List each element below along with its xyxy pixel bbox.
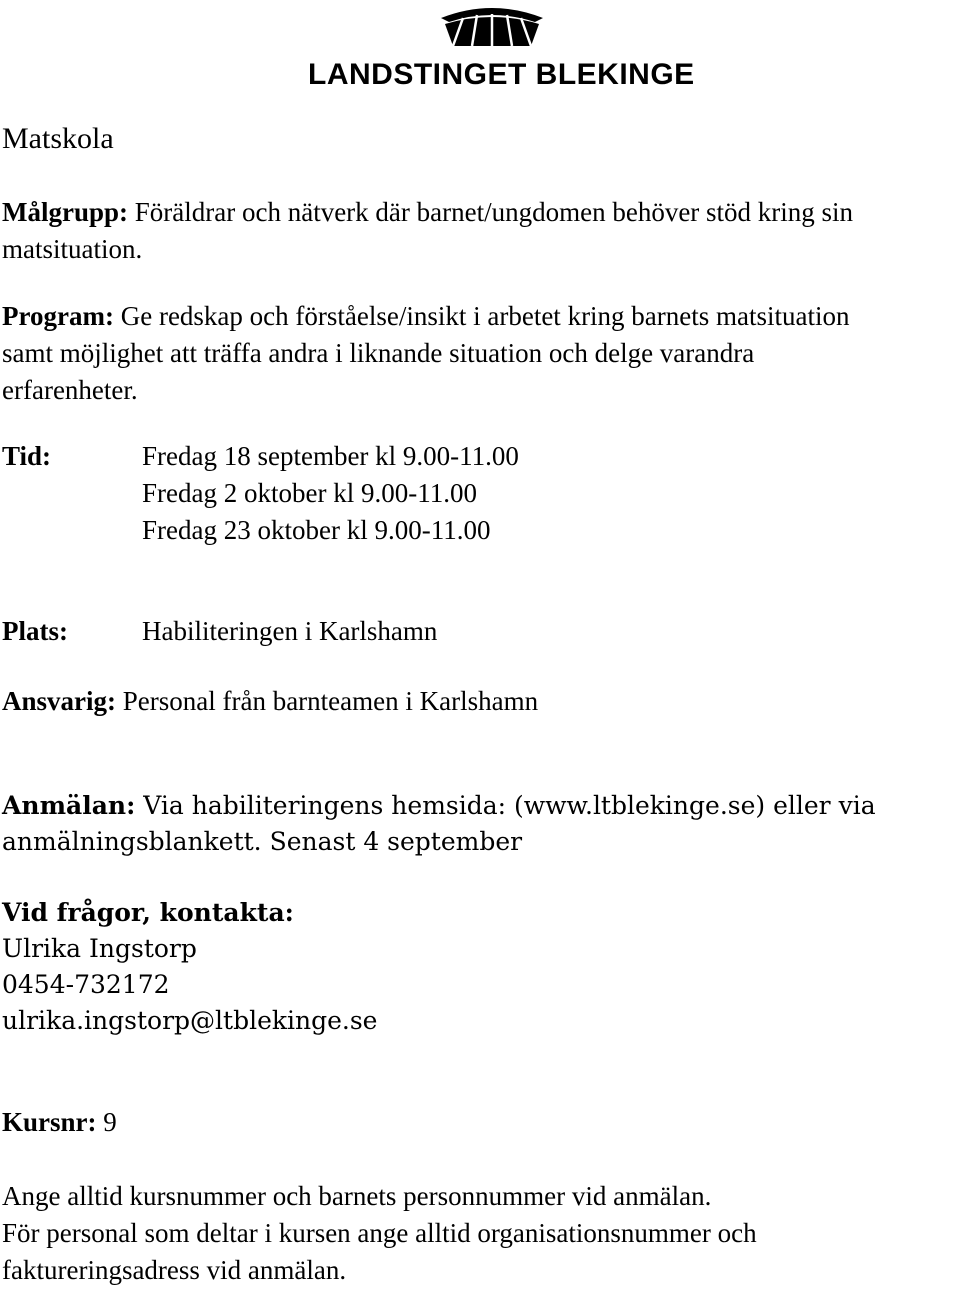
org-name: LANDSTINGET BLEKINGE	[308, 58, 695, 91]
malgrupp-section	[2, 194, 853, 268]
footer-line-1: Ange alltid kursnummer och barnets personnummer vid anmälan.	[2, 1181, 712, 1211]
plats-label: Plats:	[2, 616, 68, 646]
kursnr-value: 9	[103, 1107, 117, 1137]
kursnr-section	[2, 1104, 117, 1141]
tid-date-2: Fredag 2 oktober kl 9.00-11.00	[142, 478, 477, 508]
footer-note	[2, 1178, 757, 1289]
program-text: Ge redskap och förståelse/insikt i arbetet kring barnets matsituation	[120, 301, 850, 331]
tid-date-3: Fredag 23 oktober kl 9.00-11.00	[142, 515, 491, 545]
ship-emblem-icon	[439, 4, 545, 48]
footer-line-3: faktureringsadress vid anmälan.	[2, 1255, 347, 1285]
ansvarig-section	[2, 683, 538, 720]
tid-section	[2, 438, 519, 549]
anmalan-section	[2, 788, 876, 860]
plats-section	[2, 613, 437, 650]
malgrupp-label: Målgrupp:	[2, 197, 129, 227]
program-text-cont: samt möjlighet att träffa andra i liknande situation och delge varandra	[2, 338, 755, 368]
anmalan-label: Anmälan:	[2, 791, 136, 820]
tid-date-1: Fredag 18 september kl 9.00-11.00	[142, 441, 519, 471]
kontakt-email: ulrika.ingstorp@ltblekinge.se	[2, 1006, 378, 1035]
kontakt-name: Ulrika Ingstorp	[2, 934, 197, 963]
footer-line-2: För personal som deltar i kursen ange alltid organisationsnummer och	[2, 1218, 757, 1248]
kontakt-phone: 0454-732172	[2, 970, 170, 999]
kontakt-label: Vid frågor, kontakta:	[2, 898, 294, 927]
ansvarig-value: Personal från barnteamen i Karlshamn	[122, 686, 539, 716]
kontakt-section	[2, 895, 377, 1039]
plats-value: Habiliteringen i Karlshamn	[142, 616, 438, 646]
page-title: Matskola	[2, 122, 114, 155]
malgrupp-text: Föräldrar och nätverk där barnet/ungdomen behöver stöd kring sin	[134, 197, 854, 227]
program-label: Program:	[2, 301, 114, 331]
program-text-cont2: erfarenheter.	[2, 375, 138, 405]
ansvarig-label: Ansvarig:	[2, 686, 116, 716]
malgrupp-text-cont: matsituation.	[2, 234, 143, 264]
anmalan-text-cont: anmälningsblankett. Senast 4 september	[2, 827, 523, 856]
tid-label: Tid:	[2, 441, 52, 471]
anmalan-text: Via habiliteringens hemsida: (www.ltblekinge.se) eller via	[143, 791, 876, 820]
kursnr-label: Kursnr:	[2, 1107, 97, 1137]
program-section	[2, 298, 850, 409]
